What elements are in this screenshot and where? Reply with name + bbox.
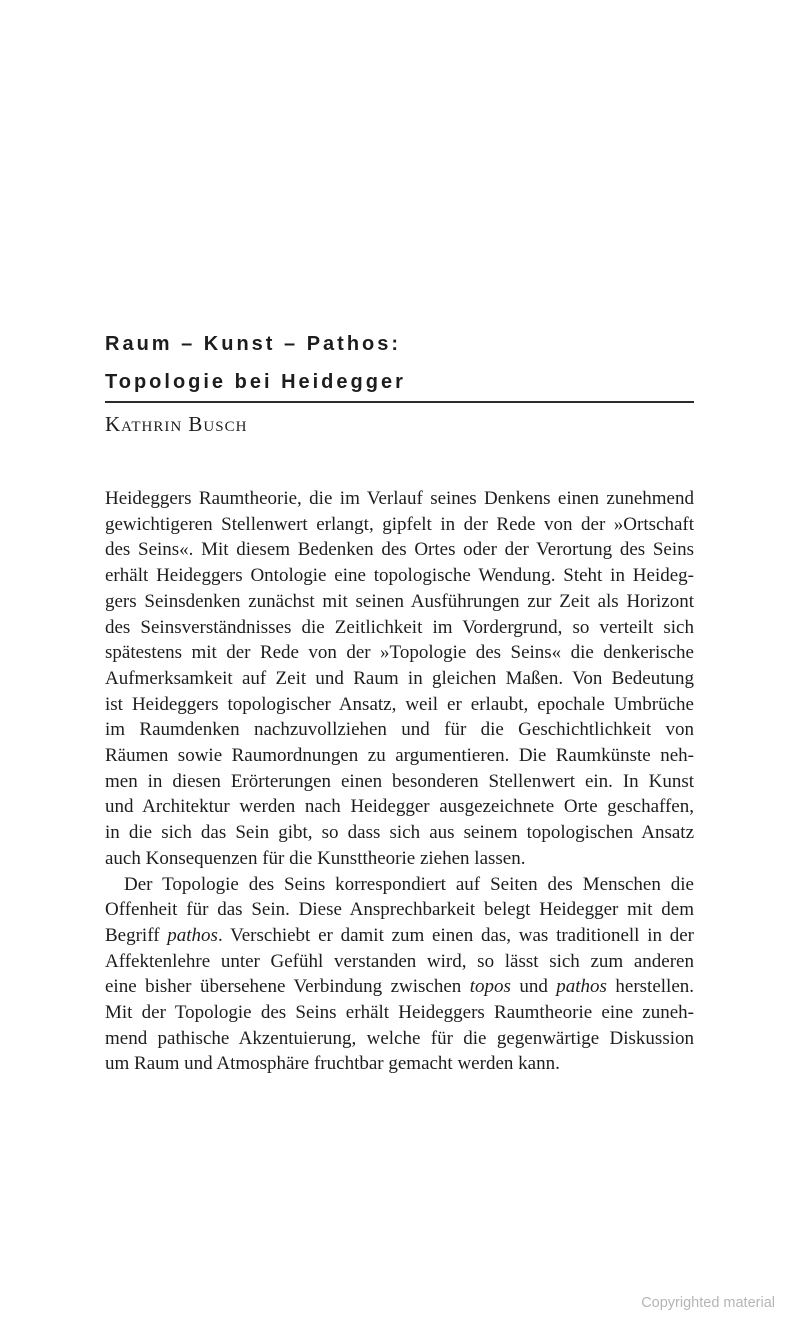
text-line: Offenheit für das Sein. Diese Ansprechbarkeit belegt Heidegger mit dem xyxy=(105,899,694,921)
text-line: mend pathische Akzentuierung, welche für die gegenwärtige Diskussion xyxy=(105,1027,694,1049)
text-line: Heideggers Raumtheorie, die im Verlauf seines Denkens einen zunehmend xyxy=(105,488,694,509)
text-line: auch Konsequenzen für die Kunsttheorie ziehen lassen. xyxy=(105,847,526,869)
text-line: in die sich das Sein gibt, so dass sich aus seinem topologischen Ansatz xyxy=(105,822,694,844)
text-line: men in diesen Erörterungen einen besonderen Stellenwert ein. In Kunst xyxy=(105,770,694,792)
text-line: eine bisher übersehene Verbindung zwischen topos und pathos herstellen. xyxy=(105,976,695,998)
text-line: gewichtigeren Stellenwert erlangt, gipfelt in der Rede von der »Ortschaft xyxy=(105,513,694,535)
text-line: um Raum und Atmosphäre fruchtbar gemacht werden kann. xyxy=(105,1053,560,1075)
text-line: im Raumdenken nachzuvollziehen und für die Geschichtlichkeit von xyxy=(105,719,694,741)
article-body xyxy=(105,486,694,1077)
chapter-title-line-2: Topologie bei Heidegger xyxy=(105,371,406,393)
paragraph xyxy=(105,872,694,1078)
text-line: und Architektur werden nach Heidegger ausgezeichnete Orte geschaffen, xyxy=(105,796,694,818)
text-line: Affektenlehre unter Gefühl verstanden wird, so lässt sich zum anderen xyxy=(105,950,694,972)
text-line: Der Topologie des Seins korrespondiert auf Seiten des Menschen die xyxy=(124,873,694,895)
text-line: Begriff pathos. Verschiebt er damit zum einen das, was traditionell in der xyxy=(105,924,694,946)
text-line: erhält Heideggers Ontologie eine topologische Wendung. Steht in Heideg- xyxy=(105,565,694,587)
text-line: Aufmerksamkeit auf Zeit und Raum in gleichen Maßen. Von Bedeutung xyxy=(105,667,694,689)
text-line: Räumen sowie Raumordnungen zu argumentieren. Die Raumkünste neh- xyxy=(105,745,694,767)
title-divider-rule xyxy=(105,401,694,403)
chapter-title-line-1: Raum – Kunst – Pathos: xyxy=(105,333,402,355)
text-line: Mit der Topologie des Seins erhält Heideggers Raumtheorie eine zuneh- xyxy=(105,1002,694,1024)
text-line: gers Seinsdenken zunächst mit seinen Ausführungen zur Zeit als Horizont xyxy=(105,590,694,612)
paragraph xyxy=(105,486,694,872)
text-line: des Seinsverständnisses die Zeitlichkeit im Vordergrund, so verteilt sich xyxy=(105,616,694,638)
author-name: Kathrin Busch xyxy=(105,412,248,436)
text-line: spätestens mit der Rede von der »Topologie des Seins« die denkerische xyxy=(105,642,694,664)
text-line: des Seins«. Mit diesem Bedenken des Ortes oder der Verortung des Seins xyxy=(105,539,694,561)
copyright-watermark: Copyrighted material xyxy=(641,1295,775,1311)
text-line: ist Heideggers topologischer Ansatz, weil er erlaubt, epochale Umbrüche xyxy=(105,693,694,715)
